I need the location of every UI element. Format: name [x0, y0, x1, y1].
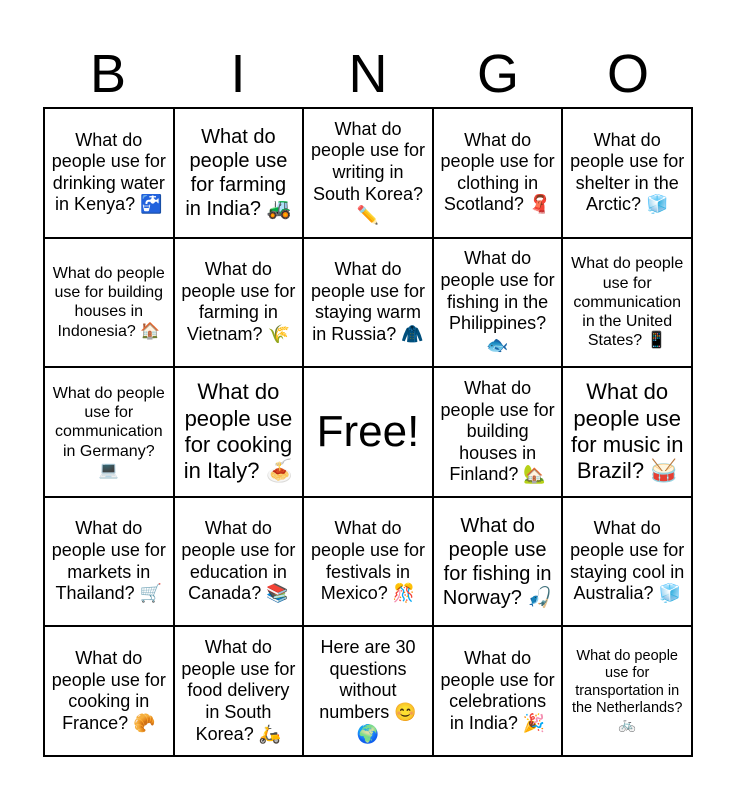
- cell-text: What do people use for markets in Thailand? 🛒: [51, 518, 166, 604]
- bingo-cell: [44, 626, 174, 756]
- bingo-cell: [562, 497, 692, 627]
- cell-text: What do people use for building houses in Indonesia? 🏠: [52, 265, 165, 340]
- cell-text: What do people use for writing in South Korea? ✏️: [310, 118, 426, 226]
- header-letter-n: N: [348, 44, 388, 104]
- bingo-cell: [303, 108, 433, 238]
- bingo-cell: [562, 626, 692, 756]
- cell-text: What do people use for staying cool in Australia? 🧊: [570, 518, 685, 604]
- bingo-cell: [44, 108, 174, 238]
- bingo-cell: [174, 626, 304, 756]
- bingo-cell: [174, 238, 304, 368]
- header-letter-g: G: [476, 44, 519, 104]
- bingo-cell: [44, 497, 174, 627]
- cell-text: What do people use for staying warm in Russia? 🧥: [310, 259, 426, 344]
- cell-text: What do people use for farming in Vietnam? 🌾: [181, 259, 296, 344]
- cell-text: What do people use for clothing in Scotland? 🧣: [440, 129, 555, 215]
- cell-text: What do people use for transportation in the Netherlands? 🚲: [571, 647, 683, 734]
- bingo-card-grid: [43, 107, 693, 757]
- bingo-cell: [433, 626, 563, 756]
- bingo-cell: [303, 238, 433, 368]
- cell-text: What do people use for cooking in Italy? 🍝: [183, 379, 294, 484]
- cell-text: What do people use for shelter in the Arctic? 🧊: [570, 129, 685, 215]
- bingo-cell: [174, 497, 304, 627]
- cell-text: What do people use for drinking water in Kenya? 🚰: [51, 129, 166, 215]
- bingo-cell: [433, 367, 563, 497]
- bingo-cell: [562, 108, 692, 238]
- free-space-text: Free!: [316, 406, 420, 456]
- bingo-cell: [44, 238, 174, 368]
- bingo-cell: [303, 497, 433, 627]
- bingo-cell: [433, 238, 563, 368]
- cell-text: What do people use for festivals in Mexico? 🎊: [310, 518, 426, 604]
- header-letter-o: O: [606, 44, 649, 104]
- bingo-cell: [174, 108, 304, 238]
- free-space-cell: [303, 367, 433, 497]
- cell-text: What do people use for farming in India? 🚜: [185, 125, 292, 220]
- cell-text: What do people use for building houses in Finland? 🏡: [440, 378, 555, 485]
- cell-text: What do people use for cooking in France? 🥐: [51, 648, 166, 733]
- cell-text: What do people use for celebrations in India? 🎉: [440, 648, 555, 733]
- cell-text: What do people use for education in Canada? 📚: [181, 518, 296, 604]
- cell-text: What do people use for fishing in the Philippines? 🐟: [440, 248, 555, 355]
- bingo-cell: [303, 626, 433, 756]
- cell-text: What do people use for music in Brazil? 🥁: [570, 379, 684, 484]
- header-letter-i: I: [230, 44, 246, 104]
- cell-text: What do people use for communication in Germany? 💻: [52, 385, 165, 479]
- header-letter-b: B: [89, 44, 127, 104]
- bingo-cell: [562, 238, 692, 368]
- cell-text: Here are 30 questions without numbers 😊 🌍: [319, 637, 417, 744]
- cell-text: What do people use for fishing in Norway? 🎣: [442, 514, 553, 609]
- cell-text: What do people use for communication in the United States? 📱: [571, 255, 684, 350]
- bingo-cell: [174, 367, 304, 497]
- bingo-cell: [433, 497, 563, 627]
- cell-text: What do people use for food delivery in South Korea? 🛵: [181, 637, 296, 744]
- bingo-header: [43, 40, 693, 108]
- bingo-cell: [433, 108, 563, 238]
- bingo-cell: [562, 367, 692, 497]
- bingo-cell: [44, 367, 174, 497]
